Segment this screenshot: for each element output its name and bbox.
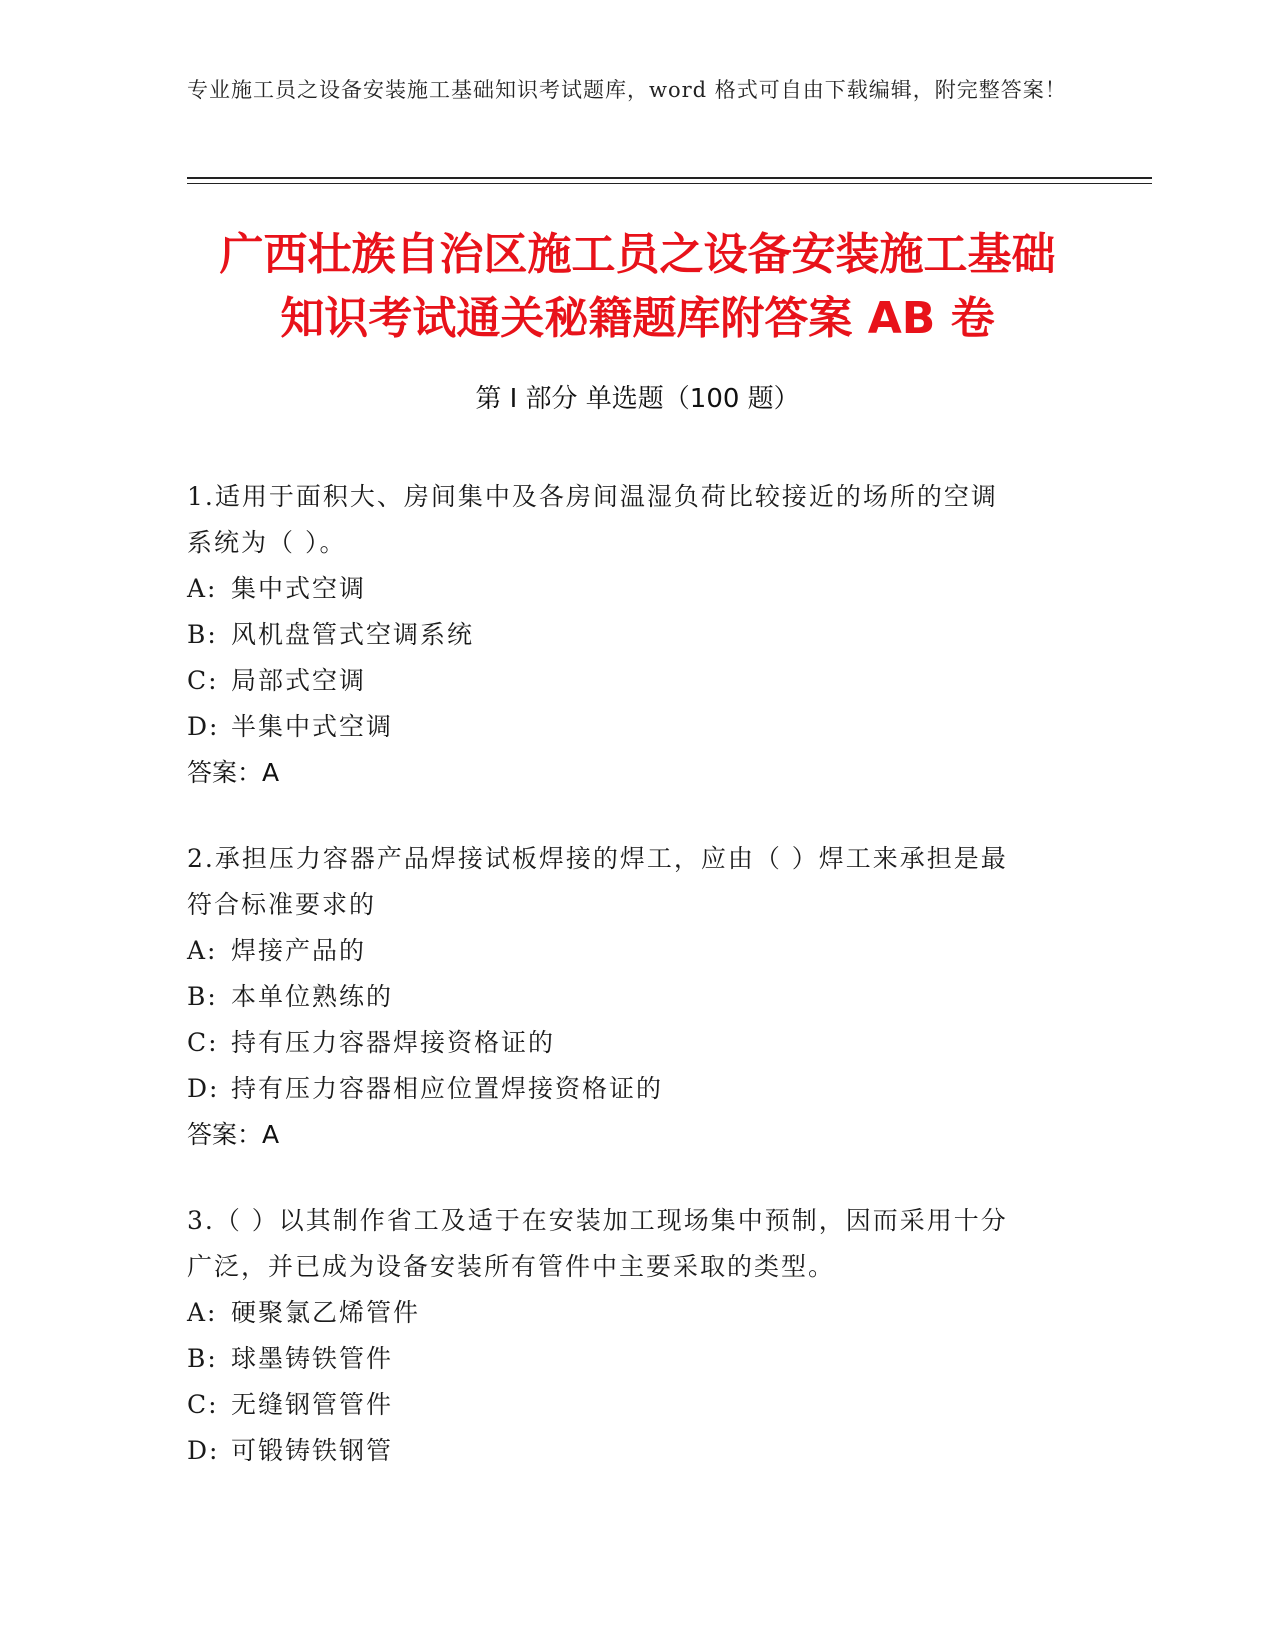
question-stem-line-1: 2.承担压力容器产品焊接试板焊接的焊工，应由（ ）焊工来承担是最 — [187, 844, 1008, 873]
section-heading: 第 I 部分 单选题（100 题） — [475, 384, 800, 414]
option-d — [187, 1428, 1087, 1474]
option-letter: C: — [187, 1028, 219, 1057]
option-letter: B: — [187, 620, 218, 649]
option-letter: C: — [187, 1390, 219, 1419]
option-text: 可锻铸铁钢管 — [231, 1436, 394, 1465]
option-letter: B: — [187, 1344, 218, 1373]
option-c — [187, 1382, 1087, 1428]
option-a — [187, 566, 1087, 612]
option-letter: A: — [187, 574, 218, 603]
option-letter: D: — [187, 1436, 220, 1465]
option-d — [187, 704, 1087, 750]
question-list — [187, 474, 1087, 1514]
option-text: 半集中式空调 — [231, 712, 394, 741]
option-d — [187, 1066, 1087, 1112]
question-2 — [187, 836, 1087, 1158]
header-note: 专业施工员之设备安装施工基础知识考试题库，word 格式可自由下载编辑，附完整答案！ — [187, 78, 1067, 102]
option-a — [187, 928, 1087, 974]
option-text: 本单位熟练的 — [231, 982, 394, 1011]
option-text: 风机盘管式空调系统 — [231, 620, 475, 649]
option-text: 集中式空调 — [231, 574, 367, 603]
document-title-line-1: 广西壮族自治区施工员之设备安装施工基础 — [219, 229, 1056, 280]
answer-line: 答案：A — [187, 758, 280, 787]
option-letter: D: — [187, 1074, 220, 1103]
header-rule-thick — [187, 177, 1152, 179]
option-letter: C: — [187, 666, 219, 695]
option-text: 焊接产品的 — [231, 936, 367, 965]
option-letter: D: — [187, 712, 220, 741]
question-3 — [187, 1198, 1087, 1474]
question-stem-line-2: 广泛，并已成为设备安装所有管件中主要采取的类型。 — [187, 1252, 836, 1281]
option-b — [187, 1336, 1087, 1382]
document-title-line-2: 知识考试通关秘籍题库附答案 AB 卷 — [280, 293, 995, 344]
option-letter: A: — [187, 936, 218, 965]
question-1 — [187, 474, 1087, 796]
option-text: 球墨铸铁管件 — [231, 1344, 394, 1373]
option-c — [187, 658, 1087, 704]
option-text: 持有压力容器相应位置焊接资格证的 — [231, 1074, 664, 1103]
option-letter: B: — [187, 982, 218, 1011]
option-text: 无缝钢管管件 — [231, 1390, 394, 1419]
option-text: 局部式空调 — [231, 666, 367, 695]
answer-line: 答案：A — [187, 1120, 280, 1149]
option-text: 持有压力容器焊接资格证的 — [231, 1028, 556, 1057]
question-stem-line-1: 3.（ ）以其制作省工及适于在安装加工现场集中预制，因而采用十分 — [187, 1206, 1008, 1235]
question-stem-line-1: 1.适用于面积大、房间集中及各房间温湿负荷比较接近的场所的空调 — [187, 482, 998, 511]
option-a — [187, 1290, 1087, 1336]
option-b — [187, 974, 1087, 1020]
option-letter: A: — [187, 1298, 218, 1327]
header-rule-thin — [187, 183, 1152, 184]
question-stem-line-2: 系统为（ ）。 — [187, 528, 347, 557]
option-text: 硬聚氯乙烯管件 — [231, 1298, 421, 1327]
option-c — [187, 1020, 1087, 1066]
document-title — [150, 223, 1125, 351]
question-stem-line-2: 符合标准要求的 — [187, 890, 377, 919]
option-b — [187, 612, 1087, 658]
